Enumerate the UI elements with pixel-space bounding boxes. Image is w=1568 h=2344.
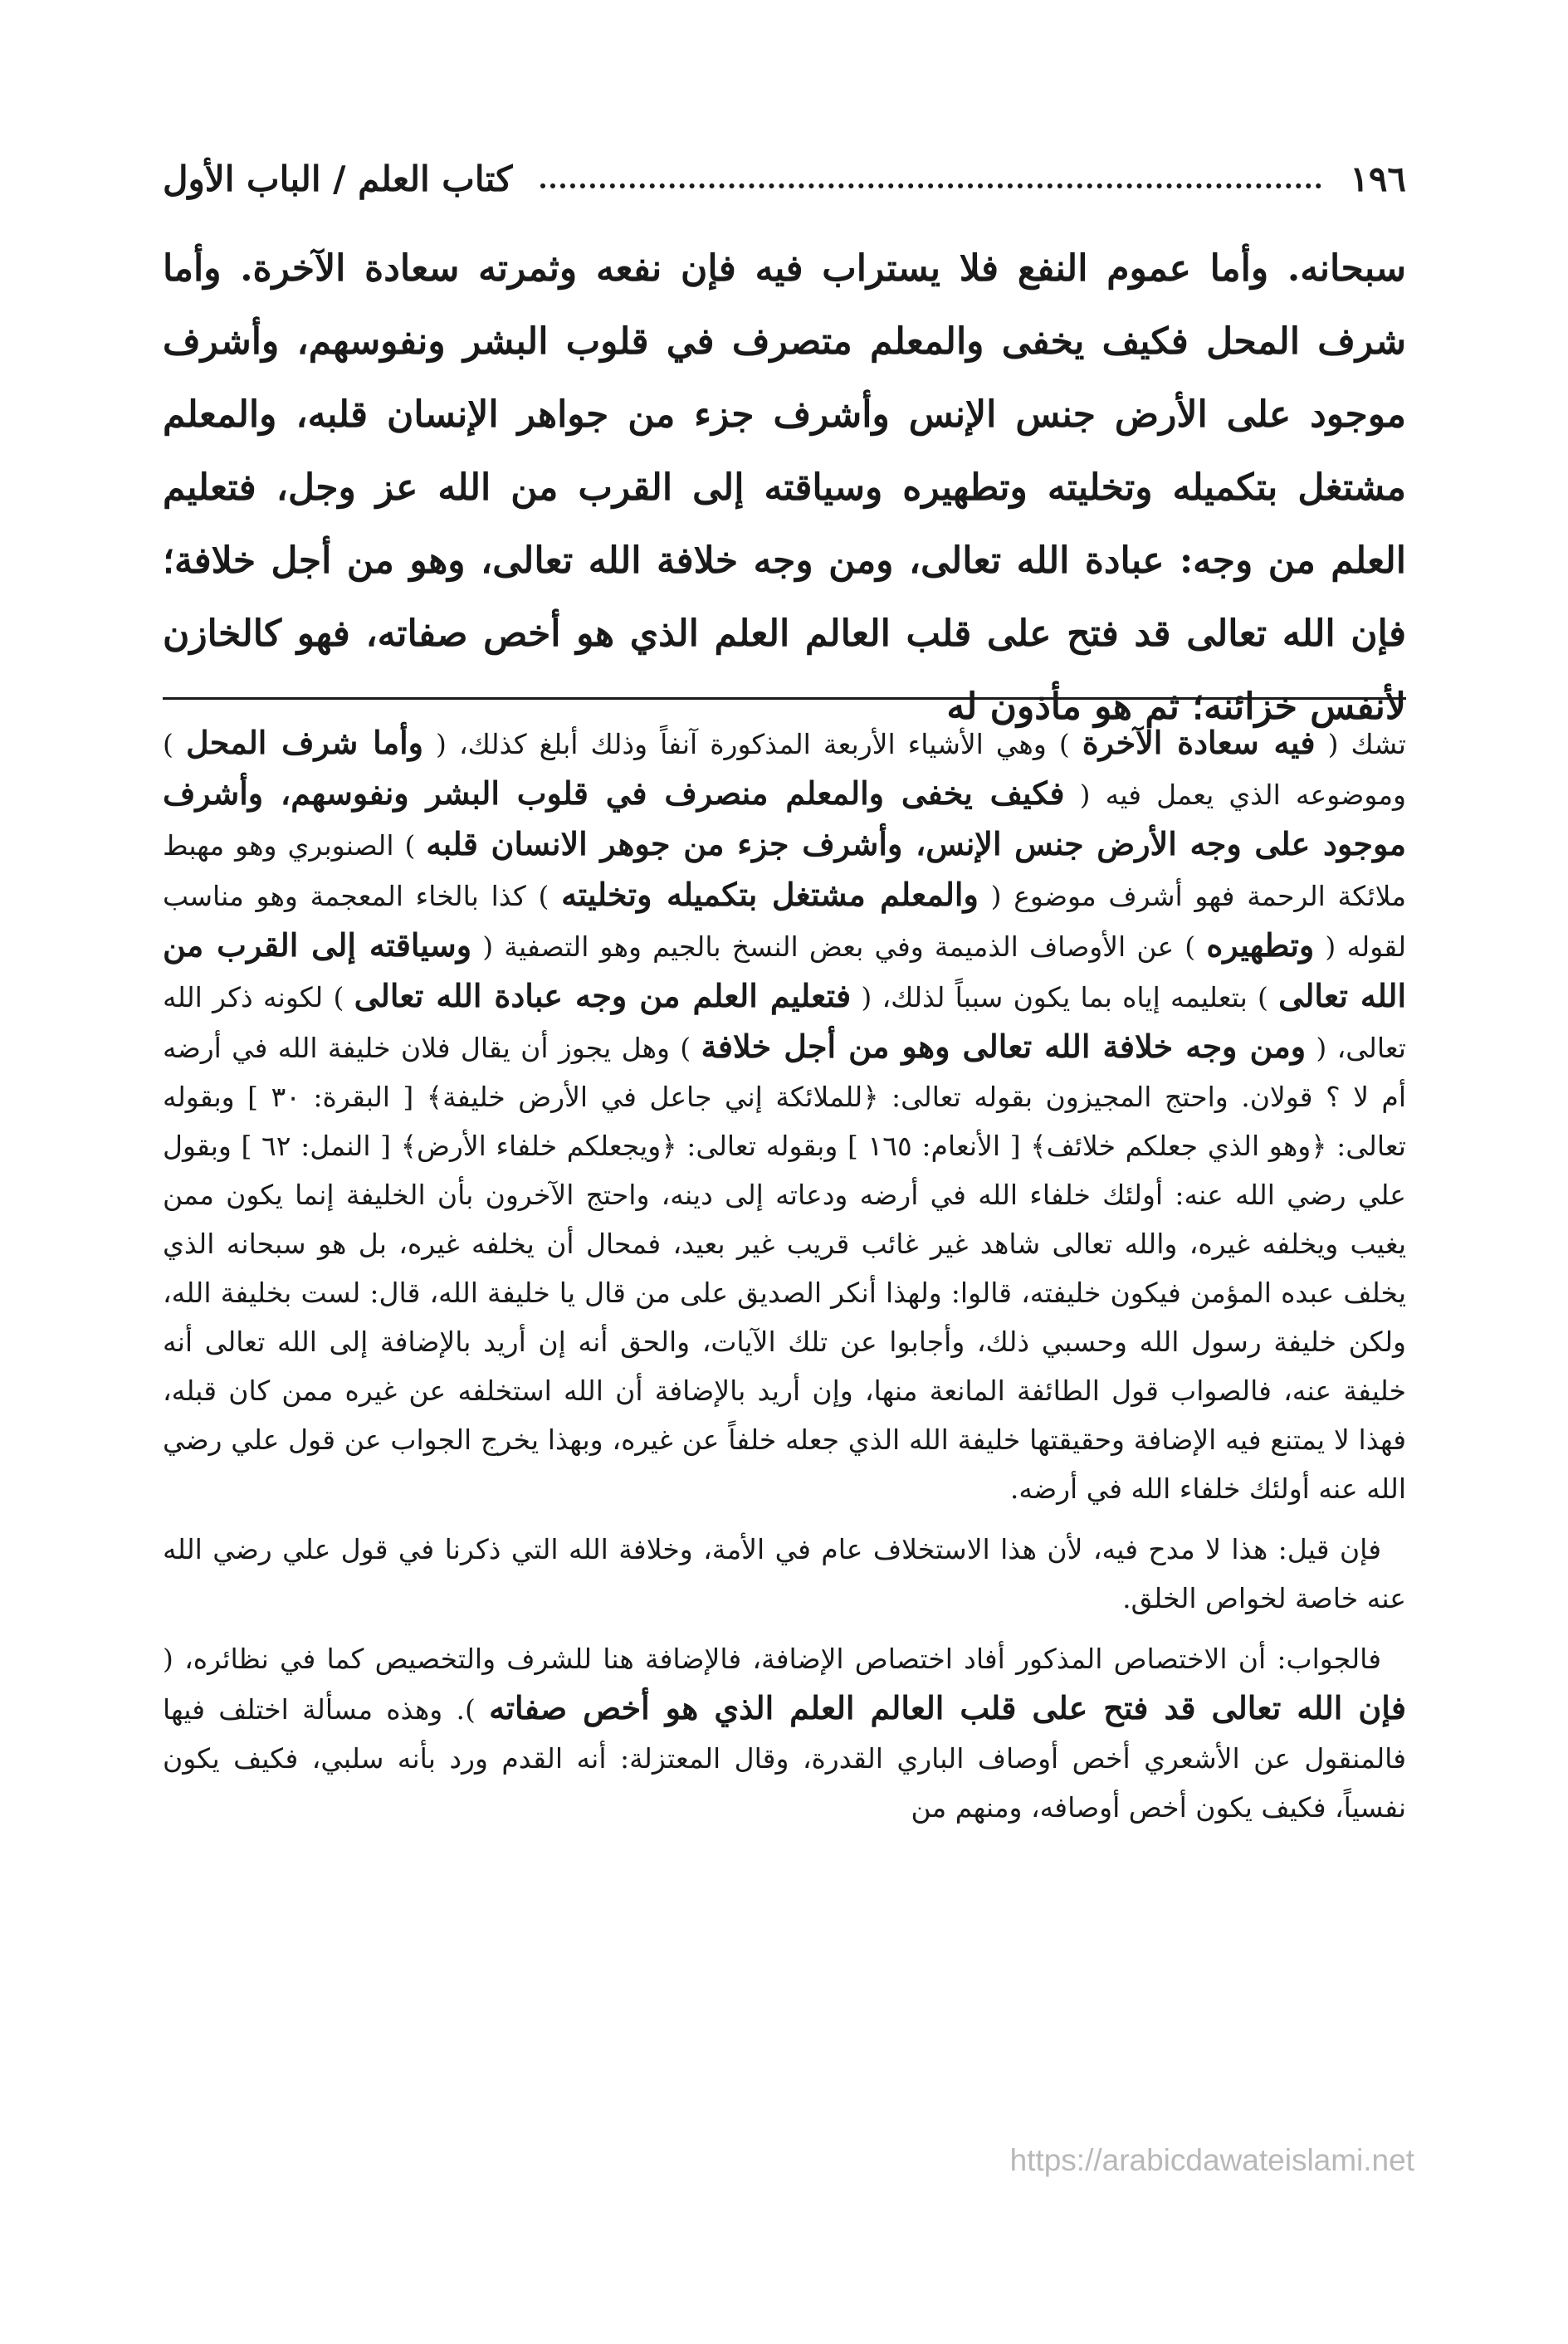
commentary-paragraph-3	[163, 1634, 1406, 1832]
quoted-text: فيه سعادة الآخرة	[1082, 724, 1316, 761]
main-paragraph: سبحانه. وأما عموم النفع فلا يستراب فيه فإن نفعه وثمرته سعادة الآخرة. وأما شرف المحل فكيف يخفى والمعلم متصرف في قلوب البشر ونفوسهم، وأشرف موجود على الأرض جنس الإنس وأشرف جزء من جواهر الإنسان قلبه، والمعلم مشتغل بتكميله وتخليته وتطهيره وسياقته إلى القرب من الله عز وجل، فتعليم العلم من وجه: عبادة الله تعالى، ومن وجه خلافة الله تعالى، وهو من أجل خلافة؛ فإن الله تعالى قد فتح على قلب العالم العلم الذي هو أخص صفاته، فهو كالخازن لأنفس خزائنه؛ ثم هو مأذون له	[163, 247, 1406, 728]
quoted-text: والمعلم مشتغل بتكميله وتخليته	[561, 876, 979, 913]
commentary-text: ) كذا بالخاء المعجمة وهو مناسب لقوله (	[163, 880, 1406, 963]
quoted-text: فإن الله تعالى قد فتح على قلب العالم العلم الذي هو أخص صفاته	[489, 1689, 1406, 1726]
main-text	[163, 232, 1406, 744]
commentary-text: تشك (	[1315, 728, 1406, 760]
page-header	[163, 149, 1406, 208]
commentary-text: ). وهذه مسألة اختلف فيها فالمنقول عن الأشعري أخص أوصاف الباري القدرة، وقال المعتزلة: أنه القدم ورد بأنه سلبي، فكيف يكون نفسياً، فكيف يكون أخص أوصافه، ومنهم من	[163, 1693, 1406, 1824]
commentary-text: فالجواب: أن الاختصاص المذكور أفاد اختصاص الإضافة، فالإضافة هنا للشرف والتخصيص كما في نظائره، (	[163, 1643, 1381, 1675]
commentary-paragraph-2: فإن قيل: هذا لا مدح فيه، لأن هذا الاستخلاف عام في الأمة، وخلافة الله التي ذكرنا في قول علي رضي الله عنه خاصة لخواص الخلق.	[163, 1533, 1406, 1614]
book-page	[163, 125, 1406, 2283]
watermark-url: https://arabicdawateislami.net	[1009, 2143, 1414, 2177]
commentary-paragraph-1	[163, 718, 1406, 1513]
footnote-separator	[163, 697, 1406, 700]
commentary-text: ) لكونه ذكر الله تعالى، (	[163, 981, 1406, 1064]
commentary-text: ) الصنوبري وهو مهبط ملائكة الرحمة فهو أشرف موضوع (	[163, 829, 1407, 912]
running-title: كتاب العلم / الباب الأول	[163, 158, 513, 199]
commentary-text: ) وهي الأشياء الأربعة المذكورة آنفاً وذلك أبلغ كذلك، (	[423, 728, 1082, 760]
quoted-text: فتعليم العلم من وجه عبادة الله تعالى	[354, 977, 852, 1014]
quoted-text: فكيف يخفى والمعلم منصرف في قلوب البشر ونفوسهم، وأشرف موجود على وجه الأرض جنس الإنس، وأشرف جزء من جوهر الانسان قلبه	[163, 774, 1407, 862]
commentary-text: ) بتعليمه إياه بما يكون سبباً لذلك، (	[851, 981, 1279, 1013]
header-dotted-leader	[540, 168, 1321, 188]
quoted-text: ومن وجه خلافة الله تعالى وهو من أجل خلافة	[701, 1028, 1307, 1065]
quoted-text: وتطهيره	[1206, 926, 1315, 964]
commentary-text: ) عن الأوصاف الذميمة وفي بعض النسخ بالجيم وهو التصفية (	[471, 930, 1207, 963]
commentary-text: ) وموضوعه الذي يعمل فيه (	[163, 728, 1406, 811]
commentary	[163, 718, 1406, 1832]
commentary-text: ) وهل يجوز أن يقال فلان خليفة الله في أرضه أم لا ؟ قولان. واحتج المجيزون بقوله تعالى: ﴿للملائكة إني جاعل في الأرض خليفة﴾ [ البقرة: ٣٠ ] وبقوله تعالى: ﴿وهو الذي جعلكم خلائف﴾ [ الأنعام: ١٦٥ ] وبقوله تعالى: ﴿ويجعلكم خلفاء الأرض﴾ [ النمل: ٦٢ ] وبقول علي رضي الله عنه: أولئك خلفاء الله في أرضه ودعاته إلى دينه، واحتج الآخرون بأن الخليفة إنما يكون ممن يغيب ويخلفه غيره، والله تعالى شاهد غير غائب قريب غير بعيد، فمحال أن يخلفه غيره، بل هو سبحانه الذي يخلف عبده المؤمن فيكون خليفته، قالوا: ولهذا أنكر الصديق على من قال يا خليفة الله، قال: لست بخليفة الله، ولكن خليفة رسول الله وحسبي ذلك، وأجابوا عن تلك الآيات، والحق أنه إن أريد بالإضافة إلى الله تعالى أنه خليفة عنه، فالصواب قول الطائفة المانعة منها، وإن أريد بالإضافة أن الله استخلفه عن غيره ممن كان قبله، فهذا لا يمتنع فيه الإضافة وحقيقتها خليفة الله الذي جعله خلفاً عن غيره، وبهذا يخرج الجواب عن قول علي رضي الله عنه أولئك خلفاء الله في أرضه.	[163, 1032, 1407, 1505]
page-number: ١٩٦	[1350, 158, 1406, 199]
quoted-text: وأما شرف المحل	[185, 724, 423, 761]
quoted-text: وسياقته إلى القرب من الله تعالى	[163, 926, 1407, 1014]
